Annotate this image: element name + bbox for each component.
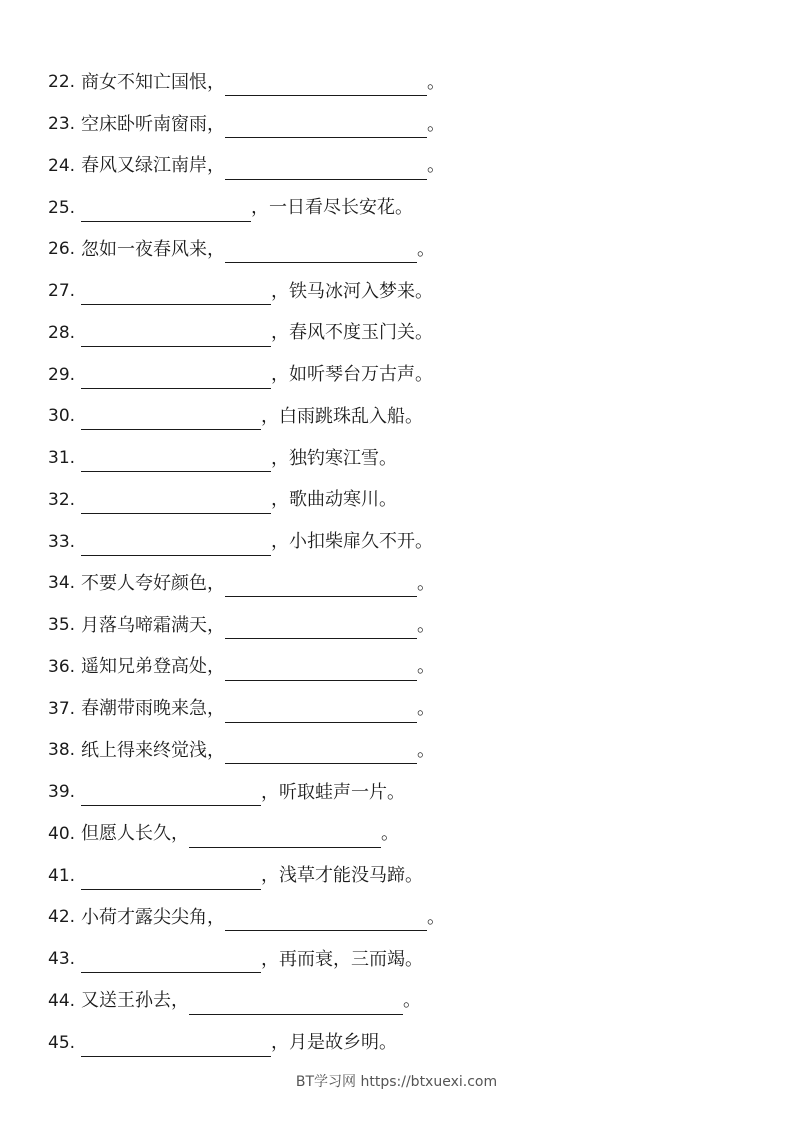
question-suffix-text: ，如听琴台万古声。	[271, 364, 434, 386]
question-suffix-text: 。	[381, 823, 400, 845]
question-number: 45.	[48, 1032, 76, 1053]
question-number: 32.	[48, 489, 76, 510]
answer-blank[interactable]	[225, 745, 417, 764]
answer-blank[interactable]	[225, 119, 427, 138]
answer-blank[interactable]	[81, 453, 271, 472]
question-number: 43.	[48, 949, 76, 970]
answer-blank[interactable]	[81, 1038, 271, 1057]
question-number: 37.	[48, 698, 76, 719]
answer-blank[interactable]	[225, 244, 417, 263]
answer-blank[interactable]	[81, 954, 261, 973]
question-number: 36.	[48, 656, 76, 677]
question-line	[48, 354, 748, 396]
question-number: 22.	[48, 72, 76, 93]
question-suffix-text: ，听取蛙声一片。	[261, 781, 406, 803]
question-prompt-text: 空床卧听南窗雨，	[81, 113, 226, 135]
question-line	[48, 855, 748, 897]
question-prompt-text: 不要人夸好颜色，	[81, 572, 226, 594]
question-suffix-text: 。	[417, 656, 436, 678]
question-number: 27.	[48, 281, 76, 302]
question-number: 35.	[48, 615, 76, 636]
question-prompt-text: 春风又绿江南岸，	[81, 155, 226, 177]
answer-blank[interactable]	[225, 77, 427, 96]
question-prompt-text: 纸上得来终觉浅，	[81, 739, 226, 761]
question-suffix-text: 。	[417, 614, 436, 636]
question-prompt-text: 忽如一夜春风来，	[81, 238, 226, 260]
question-suffix-text: 。	[417, 572, 436, 594]
answer-blank[interactable]	[81, 537, 271, 556]
question-prompt-text: 月落乌啼霜满天，	[81, 614, 226, 636]
question-prompt-text: 小荷才露尖尖角，	[81, 906, 226, 928]
question-number: 42.	[48, 907, 76, 928]
question-prompt-text: 春潮带雨晚来急，	[81, 698, 226, 720]
question-number: 34.	[48, 573, 76, 594]
question-suffix-text: ，再而衰，三而竭。	[261, 948, 424, 970]
question-suffix-text: ，一日看尽长安花。	[251, 197, 414, 219]
question-line	[48, 480, 748, 522]
question-number: 44.	[48, 990, 76, 1011]
question-line	[48, 438, 748, 480]
question-suffix-text: ，歌曲动寒川。	[271, 489, 398, 511]
answer-blank[interactable]	[81, 370, 271, 389]
question-number: 29.	[48, 364, 76, 385]
question-suffix-text: 。	[417, 238, 436, 260]
question-line	[48, 187, 748, 229]
question-number: 25.	[48, 197, 76, 218]
answer-blank[interactable]	[225, 620, 417, 639]
question-suffix-text: 。	[427, 113, 446, 135]
answer-blank[interactable]	[81, 286, 271, 305]
question-line	[48, 62, 748, 104]
answer-blank[interactable]	[81, 495, 271, 514]
answer-blank[interactable]	[81, 411, 261, 430]
question-line	[48, 981, 748, 1023]
question-line	[48, 814, 748, 856]
question-line	[48, 521, 748, 563]
question-line	[48, 396, 748, 438]
question-suffix-text: 。	[427, 906, 446, 928]
answer-blank[interactable]	[225, 161, 427, 180]
question-line	[48, 939, 748, 981]
answer-blank[interactable]	[81, 328, 271, 347]
question-suffix-text: ，独钓寒江雪。	[271, 447, 398, 469]
question-number: 41.	[48, 865, 76, 886]
question-suffix-text: ，浅草才能没马蹄。	[261, 865, 424, 887]
question-number: 38.	[48, 740, 76, 761]
question-prompt-text: 但愿人长久，	[81, 823, 190, 845]
question-suffix-text: ，月是故乡明。	[271, 1032, 398, 1054]
answer-blank[interactable]	[81, 871, 261, 890]
question-number: 39.	[48, 782, 76, 803]
question-list	[48, 62, 748, 1064]
question-suffix-text: ，小扣柴扉久不开。	[271, 531, 434, 553]
question-line	[48, 271, 748, 313]
question-prompt-text: 遥知兄弟登高处，	[81, 656, 226, 678]
question-line	[48, 897, 748, 939]
question-number: 33.	[48, 531, 76, 552]
question-line	[48, 146, 748, 188]
page-footer: BT学习网 https://btxuexi.com	[295, 1074, 498, 1090]
answer-blank[interactable]	[81, 203, 251, 222]
question-number: 24.	[48, 155, 76, 176]
question-suffix-text: 。	[427, 155, 446, 177]
question-number: 40.	[48, 823, 76, 844]
question-suffix-text: 。	[403, 990, 422, 1012]
answer-blank[interactable]	[225, 662, 417, 681]
question-suffix-text: ，铁马冰河入梦来。	[271, 280, 434, 302]
answer-blank[interactable]	[225, 912, 427, 931]
question-prompt-text: 又送王孙去，	[81, 990, 190, 1012]
question-line	[48, 730, 748, 772]
question-line	[48, 772, 748, 814]
question-suffix-text: 。	[427, 71, 446, 93]
question-number: 28.	[48, 322, 76, 343]
question-number: 30.	[48, 406, 76, 427]
question-line	[48, 313, 748, 355]
answer-blank[interactable]	[81, 787, 261, 806]
answer-blank[interactable]	[225, 704, 417, 723]
question-line	[48, 563, 748, 605]
question-line	[48, 647, 748, 689]
question-suffix-text: ，白雨跳珠乱入船。	[261, 405, 424, 427]
question-number: 26.	[48, 239, 76, 260]
answer-blank[interactable]	[225, 578, 417, 597]
question-line	[48, 1022, 748, 1064]
question-suffix-text: ，春风不度玉门关。	[271, 322, 434, 344]
question-suffix-text: 。	[417, 698, 436, 720]
question-suffix-text: 。	[417, 739, 436, 761]
question-line	[48, 688, 748, 730]
question-line	[48, 229, 748, 271]
question-number: 31.	[48, 448, 76, 469]
question-number: 23.	[48, 114, 76, 135]
answer-blank[interactable]	[189, 829, 381, 848]
question-prompt-text: 商女不知亡国恨，	[81, 71, 226, 93]
question-line	[48, 104, 748, 146]
question-line	[48, 605, 748, 647]
answer-blank[interactable]	[189, 996, 403, 1015]
